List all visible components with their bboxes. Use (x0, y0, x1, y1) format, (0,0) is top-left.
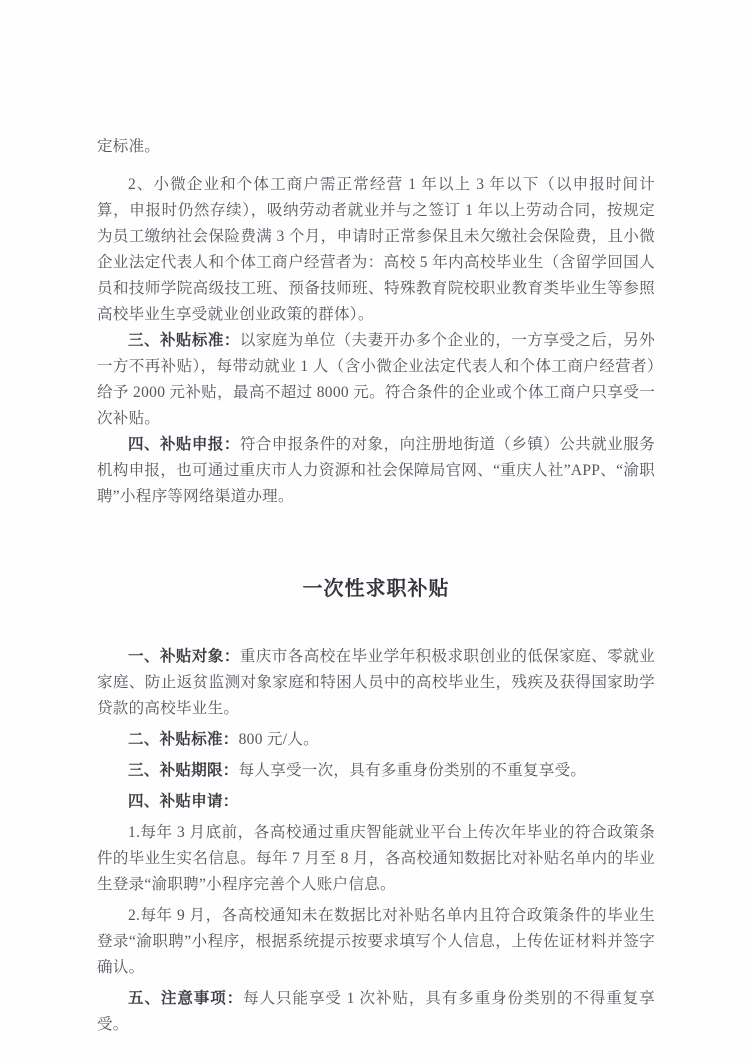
paragraph-heading: 一、补贴对象： (128, 648, 240, 665)
paragraph-subsidy-application (97, 789, 655, 815)
paragraph-text: 以家庭为单位（夫妻开办多个企业的，一方享受之后，另外一方不再补贴），每带动就业 1 人（含小微企业法定代表人和个体工商户经营者）给予 2000 元补贴，最高不超过 8000 元。符合条件的企业或个体工商户只享受一次补贴。 (97, 332, 655, 427)
paragraph-notes (97, 986, 655, 1038)
paragraph-text: 重庆市各高校在毕业学年积极求职创业的低保家庭、零就业家庭、防止返贫监测对象家庭和特困人员中的高校毕业生，残疾及获得国家助学贷款的高校毕业生。 (97, 648, 655, 717)
paragraph-text: 2.每年 9 月，各高校通知未在数据比对补贴名单内且符合政策条件的毕业生登录“渝职聘”小程序，根据系统提示按要求填写个人信息，上传佐证材料并签字确认。 (97, 907, 655, 976)
paragraph-heading: 三、补贴标准： (128, 332, 240, 349)
paragraph-application-step-2 (97, 903, 655, 981)
paragraph-text: 符合申报条件的对象，向注册地街道（乡镇）公共就业服务机构申报，也可通过重庆市人力资源和社会保障局官网、“重庆人社”APP、“渝职聘”小程序等网络渠道办理。 (97, 436, 655, 505)
paragraph-text: 800 元/人。 (238, 731, 319, 748)
paragraph-continuation: 定标准。 (97, 138, 161, 155)
paragraph-application-step-1 (97, 820, 655, 898)
paragraph-subsidy-standard-2 (97, 727, 655, 753)
section-title: 一次性求职补贴 (302, 578, 450, 600)
paragraph-subsidy-declaration (97, 432, 655, 510)
paragraph-heading: 四、补贴申报： (128, 436, 240, 453)
paragraph-subsidy-period (97, 758, 655, 784)
paragraph-heading: 二、补贴标准： (128, 731, 239, 748)
paragraph-item-2 (97, 172, 655, 328)
paragraph-text: 1.每年 3 月底前，各高校通过重庆智能就业平台上传次年毕业的符合政策条件的毕业生实名信息。每年 7 月至 8 月，各高校通知数据比对补贴名单内的毕业生登录“渝职聘”小程序完善个人账户信息。 (97, 824, 655, 893)
paragraph-heading: 五、注意事项： (128, 990, 244, 1007)
paragraph-heading: 四、补贴申请： (128, 793, 239, 810)
paragraph-text: 每人享受一次，具有多重身份类别的不重复享受。 (238, 762, 587, 779)
paragraph-subsidy-standard (97, 328, 655, 432)
paragraph-heading: 三、补贴期限： (128, 762, 239, 779)
paragraph-text: 2、小微企业和个体工商户需正常经营 1 年以上 3 年以下（以申报时间计算，申报时仍然存续），吸纳劳动者就业并与之签订 1 年以上劳动合同，按规定为员工缴纳社会保险费满 3 个月，申请时正常参保且未欠缴社会保险费，且小微企业法定代表人和个体工商户经营者为：高校 5 年内高校毕业生（含留学回国人员和技师学院高级技工班、预备技师班、特殊教育院校职业教育类毕业生等参照高校毕业生享受就业创业政策的群体）。 (97, 176, 655, 323)
paragraph-text: 每人只能享受 1 次补贴，具有多重身份类别的不得重复享受。 (97, 990, 655, 1033)
paragraph-subsidy-target (97, 644, 655, 722)
